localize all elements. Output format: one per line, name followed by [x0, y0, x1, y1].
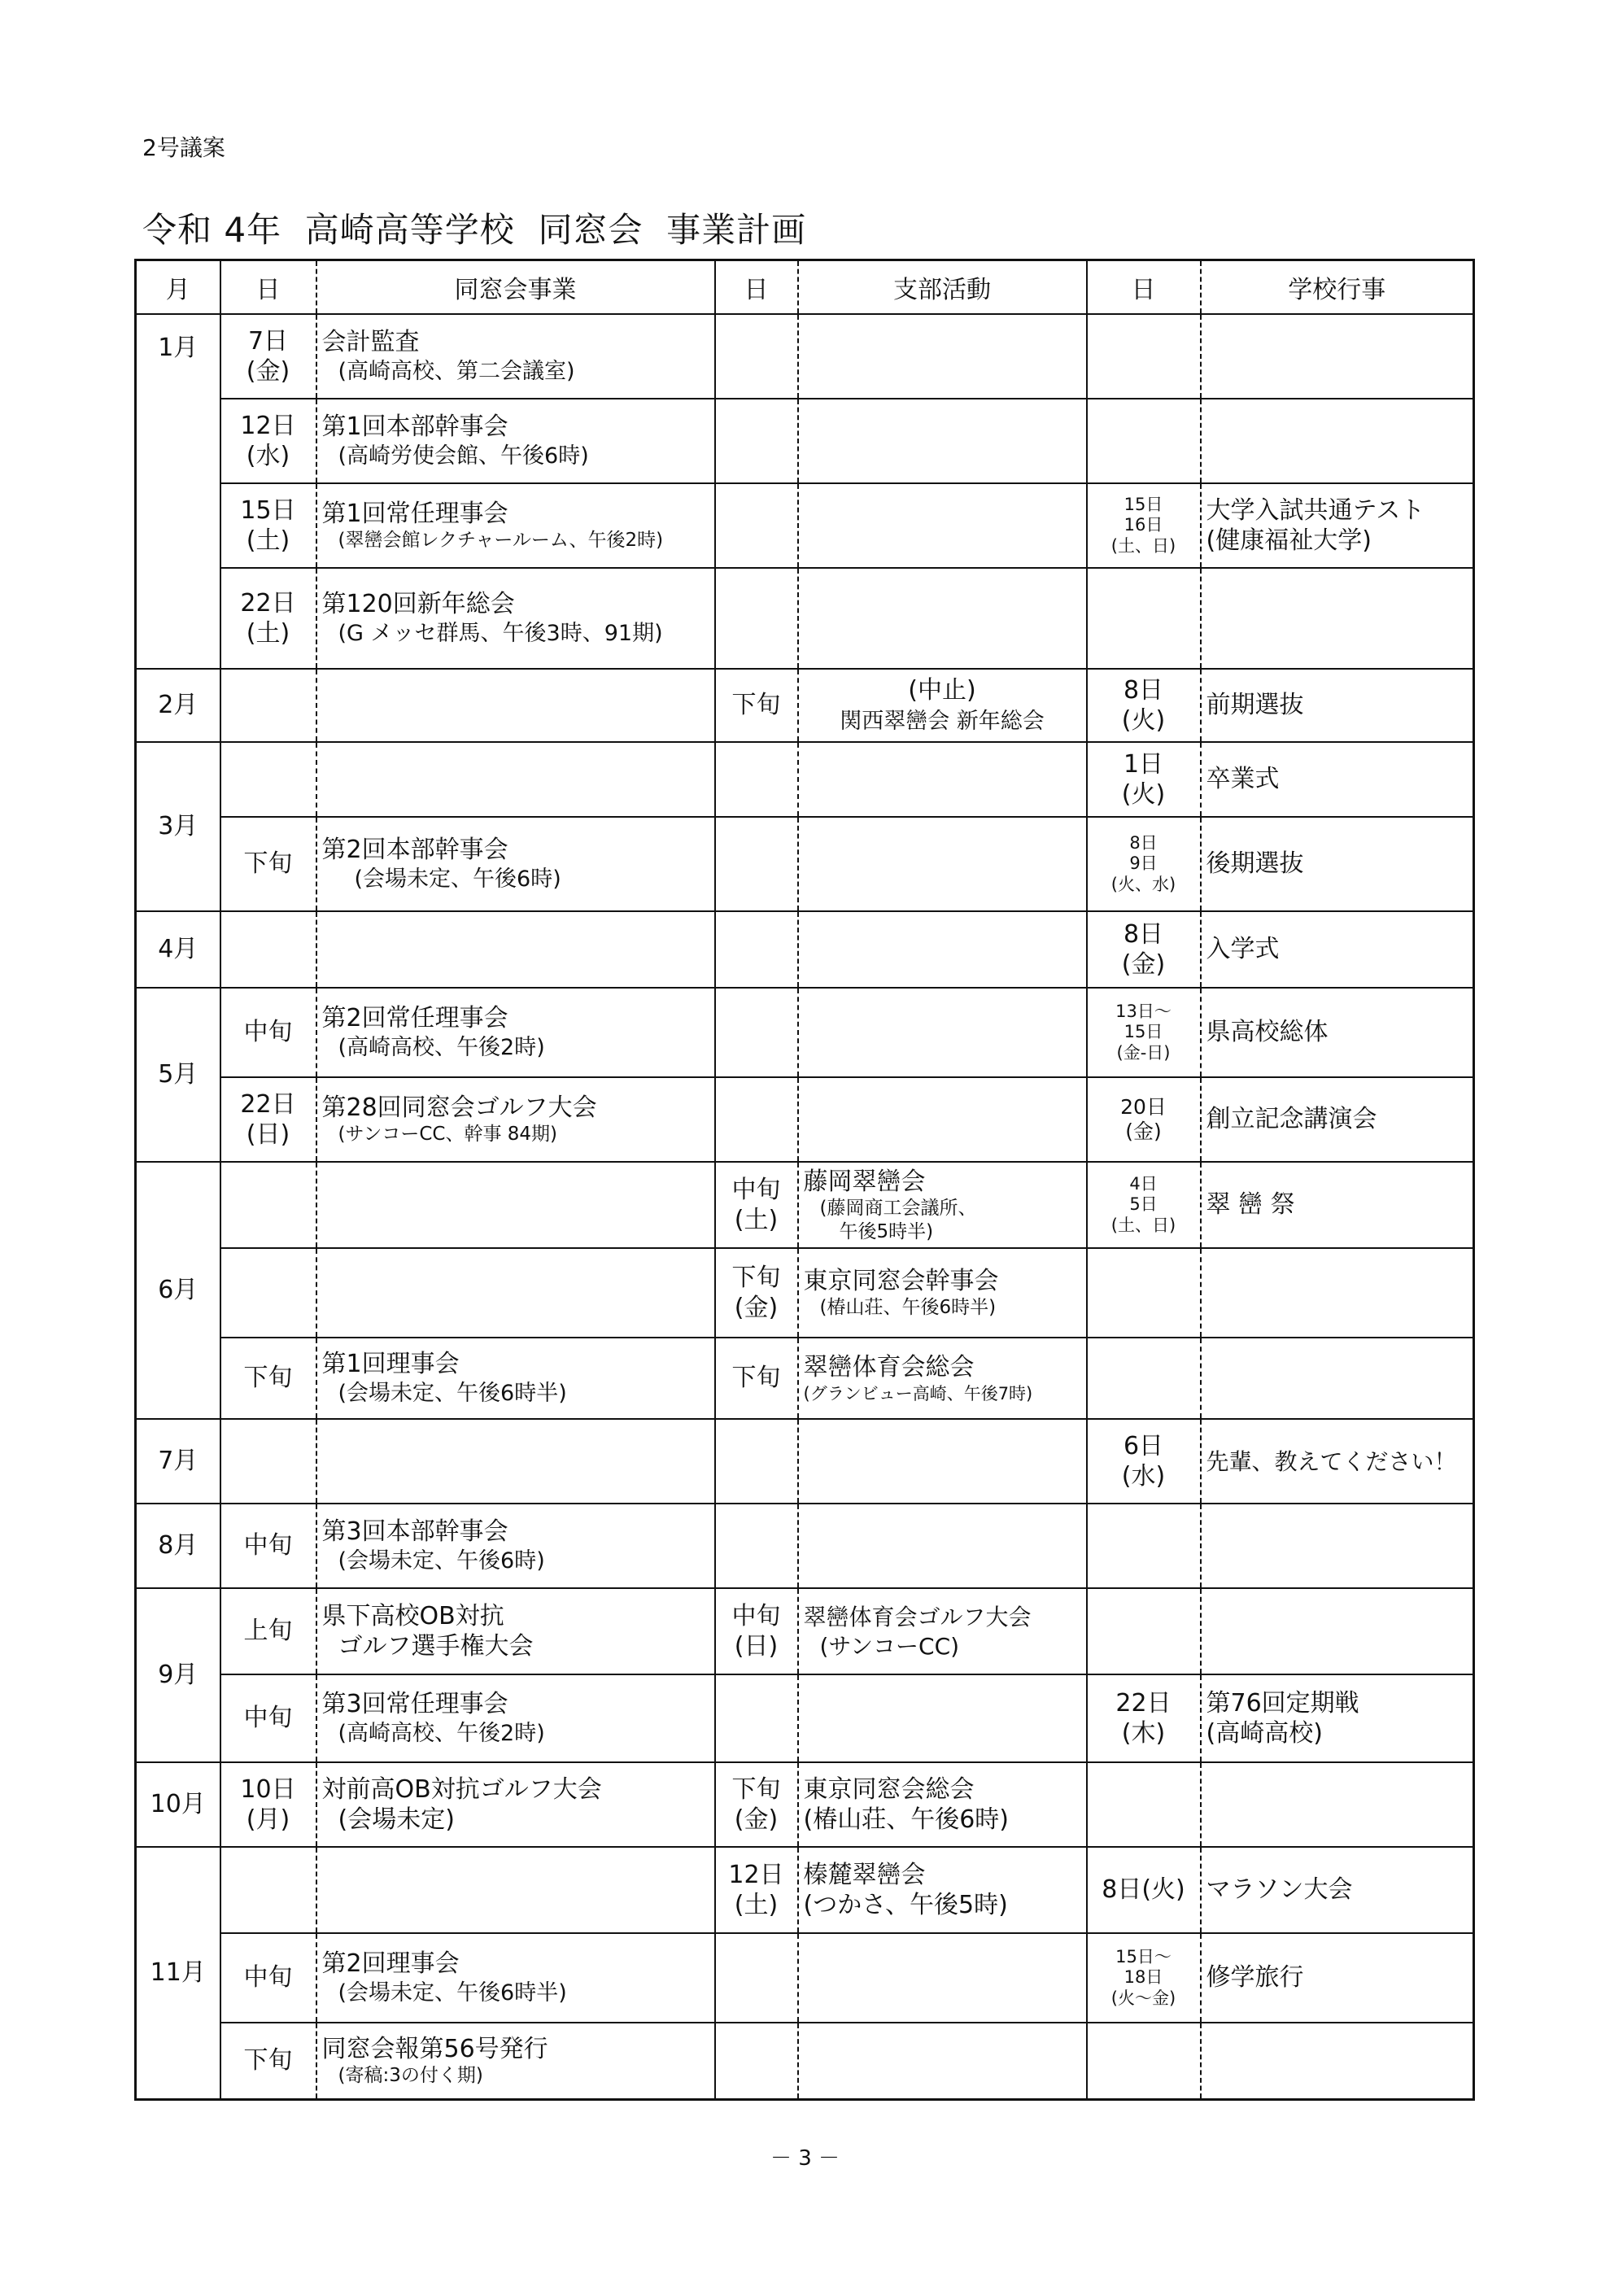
event-title: 翠巒体育会総会: [803, 1353, 975, 1382]
table-row: [136, 988, 1474, 1077]
event-detail: (会場未定、午後6時半): [338, 1380, 567, 1406]
alumni-day: 下旬: [220, 1338, 316, 1419]
event-title: 第28回同窓会ゴルフ大会: [321, 1093, 597, 1122]
header-alumni-events: 同窓会事業: [316, 260, 715, 315]
event-title: 第3回本部幹事会: [321, 1517, 508, 1547]
alumni-event: [316, 2023, 715, 2099]
table-row: [136, 1248, 1474, 1338]
alumni-day: 中旬: [220, 1933, 316, 2023]
event-detail: (会場未定): [338, 1805, 455, 1834]
event-title: 藤岡翠巒会: [803, 1167, 926, 1196]
header-row: [136, 260, 1474, 315]
alumni-day: 下旬: [220, 2023, 316, 2099]
event-title: 県下高校OB対抗: [321, 1601, 504, 1630]
document-label: 2号議案: [142, 134, 225, 161]
school-event: 翠 巒 祭: [1201, 1162, 1474, 1248]
month-cell: 4月: [136, 911, 220, 988]
school-day: 8日 (火): [1087, 669, 1201, 742]
school-day: 4日 5日 (土、日): [1087, 1162, 1201, 1248]
event-detail: (椿山荘、午後6時): [803, 1805, 1009, 1834]
table-row: [136, 314, 1474, 399]
alumni-event: [316, 1588, 715, 1674]
event-title: 第2回本部幹事会: [321, 836, 508, 865]
table-row: [136, 911, 1474, 988]
table-row: [136, 1338, 1474, 1419]
alumni-day: 中旬: [220, 1674, 316, 1762]
event-detail: (サンコーCC、幹事 84期): [338, 1124, 557, 1146]
event-title: 翠巒体育会ゴルフ大会: [803, 1603, 1032, 1630]
event-detail: (健康福祉大学): [1206, 526, 1372, 555]
alumni-event: [316, 1762, 715, 1847]
school-event: マラソン大会: [1201, 1847, 1474, 1933]
table-row: [136, 742, 1474, 817]
event-detail: 午後5時半): [839, 1220, 934, 1242]
document-title: 令和 4年 高崎高等学校 同窓会 事業計画: [142, 210, 807, 250]
table-row: [136, 1419, 1474, 1504]
header-day-school: 日: [1087, 260, 1201, 315]
branch-activity: [798, 1248, 1087, 1338]
header-day-alumni: 日: [220, 260, 316, 315]
event-detail: (サンコーCC): [819, 1633, 960, 1661]
table-row: [136, 1077, 1474, 1162]
event-title: (中止): [908, 675, 976, 705]
header-month: 月: [136, 260, 220, 315]
branch-day: 下旬: [715, 669, 798, 742]
branch-activity: [798, 1762, 1087, 1847]
event-title: 第1回理事会: [321, 1350, 460, 1379]
alumni-day: 22日 (日): [220, 1077, 316, 1162]
event-title: 第3回常任理事会: [321, 1690, 508, 1719]
school-event: 修学旅行: [1201, 1933, 1474, 2023]
alumni-event: [316, 314, 715, 399]
table-row: [136, 1847, 1474, 1933]
school-event: 後期選抜: [1201, 817, 1474, 911]
month-cell: 6月: [136, 1162, 220, 1419]
event-title: 第1回常任理事会: [321, 499, 508, 528]
event-detail: (G メッセ群馬、午後3時、91期): [338, 620, 663, 646]
table-row: [136, 1588, 1474, 1674]
alumni-day: 下旬: [220, 817, 316, 911]
month-cell: 11月: [136, 1847, 220, 2099]
branch-activity: [798, 1847, 1087, 1933]
event-title: 榛麓翠巒会: [803, 1860, 926, 1889]
event-detail: (高崎高校、午後2時): [338, 1720, 545, 1746]
school-event: 入学式: [1201, 911, 1474, 988]
event-detail: (会場未定、午後6時): [354, 866, 561, 892]
school-day: 20日 (金): [1087, 1077, 1201, 1162]
school-event: 県高校総体: [1201, 988, 1474, 1077]
school-event: [1201, 483, 1474, 568]
event-title: 第2回常任理事会: [321, 1004, 508, 1033]
school-day: 8日(火): [1087, 1847, 1201, 1933]
alumni-day: 7日 (金): [220, 314, 316, 399]
school-event: 先輩、教えてください！: [1201, 1419, 1474, 1504]
event-detail: (翠巒会館レクチャールーム、午後2時): [338, 530, 664, 552]
header-day-branch: 日: [715, 260, 798, 315]
alumni-event: [316, 1504, 715, 1588]
branch-day: 下旬 (金): [715, 1762, 798, 1847]
alumni-event: [316, 399, 715, 483]
branch-day: 中旬 (土): [715, 1162, 798, 1248]
table-row: [136, 1933, 1474, 2023]
alumni-event: [316, 1674, 715, 1762]
branch-day: 下旬: [715, 1338, 798, 1419]
event-detail: (寄稿:3の付く期): [338, 2065, 483, 2087]
branch-day: 中旬 (日): [715, 1588, 798, 1674]
alumni-day: 中旬: [220, 988, 316, 1077]
schedule-table: [134, 259, 1475, 2101]
header-branch-activities: 支部活動: [798, 260, 1087, 315]
table-row: [136, 1762, 1474, 1847]
school-day: 22日 (木): [1087, 1674, 1201, 1762]
school-day: 8日 (金): [1087, 911, 1201, 988]
branch-activity: [798, 1162, 1087, 1248]
alumni-day: 中旬: [220, 1504, 316, 1588]
event-title: 第1回本部幹事会: [321, 412, 508, 442]
alumni-event: [316, 568, 715, 669]
table-row: [136, 399, 1474, 483]
event-title: 会計監査: [321, 328, 420, 357]
event-detail: (高崎高校): [1206, 1719, 1323, 1748]
school-event: 卒業式: [1201, 742, 1474, 817]
event-detail: (つかさ、午後5時): [803, 1891, 1008, 1919]
alumni-day: 22日 (土): [220, 568, 316, 669]
table-row: [136, 1504, 1474, 1588]
event-title: 同窓会報第56号発行: [321, 2034, 548, 2063]
event-title: 第120回新年総会: [321, 590, 515, 619]
event-detail: ゴルフ選手権大会: [338, 1632, 534, 1661]
event-detail: 関西翠巒会 新年総会: [840, 709, 1045, 734]
branch-activity: [798, 669, 1087, 742]
school-event: 前期選抜: [1201, 669, 1474, 742]
table-row: [136, 1674, 1474, 1762]
school-event: [1201, 1674, 1474, 1762]
event-detail: (椿山荘、午後6時半): [819, 1297, 997, 1319]
alumni-day: 上旬: [220, 1588, 316, 1674]
school-day: 15日～ 18日 (火～金): [1087, 1933, 1201, 2023]
event-title: 東京同窓会総会: [803, 1774, 975, 1804]
table-row: [136, 483, 1474, 568]
alumni-event: [316, 1077, 715, 1162]
month-cell: 7月: [136, 1419, 220, 1504]
month-cell: 3月: [136, 742, 220, 911]
branch-day: 12日 (土): [715, 1847, 798, 1933]
event-detail: (会場未定、午後6時): [338, 1547, 545, 1574]
event-detail: (会場未定、午後6時半): [338, 1980, 567, 2006]
page-number: － 3 －: [770, 2146, 840, 2171]
month-cell: 10月: [136, 1762, 220, 1847]
table-row: [136, 2023, 1474, 2099]
month-cell: 8月: [136, 1504, 220, 1588]
branch-activity: [798, 1588, 1087, 1674]
branch-activity: [798, 1338, 1087, 1419]
school-day: 13日～ 15日 (金-日): [1087, 988, 1201, 1077]
table-row: [136, 669, 1474, 742]
school-day: 8日 9日 (火、水): [1087, 817, 1201, 911]
month-cell: 9月: [136, 1588, 220, 1762]
school-day: 1日 (火): [1087, 742, 1201, 817]
month-cell: 2月: [136, 669, 220, 742]
event-detail: (高崎労使会館、午後6時): [338, 443, 589, 469]
event-detail: (高崎高校、午後2時): [338, 1034, 545, 1060]
school-day: 15日 16日 (土、日): [1087, 483, 1201, 568]
alumni-day: 10日 (月): [220, 1762, 316, 1847]
table-row: [136, 1162, 1474, 1248]
event-detail: (藤岡商工会議所、: [819, 1198, 977, 1219]
header-school-events: 学校行事: [1201, 260, 1474, 315]
month-cell: 1月: [136, 314, 220, 669]
school-event: 創立記念講演会: [1201, 1077, 1474, 1162]
event-detail: (グランビュー高崎、午後7時): [803, 1383, 1033, 1403]
school-day: 6日 (水): [1087, 1419, 1201, 1504]
event-title: 第76回定期戦: [1206, 1688, 1359, 1718]
alumni-event: [316, 988, 715, 1077]
event-title: 東京同窓会幹事会: [803, 1266, 999, 1295]
table-row: [136, 568, 1474, 669]
alumni-event: [316, 1933, 715, 2023]
alumni-event: [316, 1338, 715, 1419]
alumni-day: 12日 (水): [220, 399, 316, 483]
branch-day: 下旬 (金): [715, 1248, 798, 1338]
event-title: 大学入試共通テスト: [1206, 495, 1425, 525]
event-detail: (高崎高校、第二会議室): [338, 358, 575, 384]
alumni-event: [316, 817, 715, 911]
alumni-day: 15日 (土): [220, 483, 316, 568]
alumni-event: [316, 483, 715, 568]
event-title: 対前高OB対抗ゴルフ大会: [321, 1774, 602, 1804]
month-cell: 5月: [136, 988, 220, 1162]
event-title: 第2回理事会: [321, 1949, 460, 1979]
table-row: [136, 817, 1474, 911]
